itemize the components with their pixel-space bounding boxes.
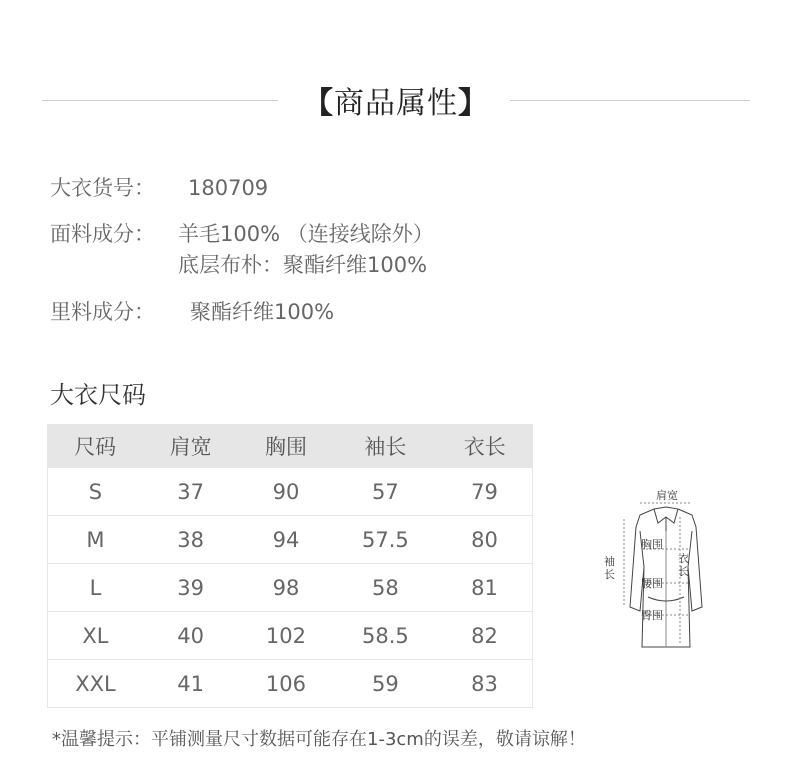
table-cell: 82: [437, 612, 532, 660]
coat-outline-icon: [600, 487, 730, 657]
table-cell: 41: [143, 660, 238, 708]
coat-measurement-diagram: [600, 487, 730, 657]
table-cell: XL: [48, 612, 143, 660]
section-header: [0, 72, 790, 128]
table-row: [48, 660, 533, 708]
table-row: [48, 468, 533, 516]
table-cell: M: [48, 516, 143, 564]
table-cell: 80: [437, 516, 532, 564]
table-cell: 106: [238, 660, 333, 708]
table-row: [48, 516, 533, 564]
table-cell: 79: [437, 468, 532, 516]
table-cell: 40: [143, 612, 238, 660]
diagram-label-chest: 胸围: [641, 538, 663, 551]
attr-label: 面料成分：: [50, 222, 155, 246]
table-cell: 37: [143, 468, 238, 516]
diagram-label-sleeve-1: 袖: [604, 555, 615, 568]
attr-fabric: [50, 218, 510, 282]
size-section-title: 大衣尺码: [50, 381, 146, 409]
table-cell: 58: [334, 564, 437, 612]
diagram-label-length-1: 衣: [678, 552, 689, 565]
attr-lining: [50, 296, 450, 328]
attr-coat-no: [50, 172, 450, 204]
table-cell: 57: [334, 468, 437, 516]
attr-value: 聚酯纤维100%: [190, 300, 335, 324]
attr-value-line1: 羊毛100% （连接线除外）: [178, 222, 434, 246]
attr-label: 里料成分：: [50, 300, 155, 324]
table-row: [48, 612, 533, 660]
table-cell: 98: [238, 564, 333, 612]
title-bracket-open: 【: [303, 86, 334, 121]
col-header-shoulder: 肩宽: [143, 425, 238, 468]
tip-note: *温馨提示：平铺测量尺寸数据可能存在1-3cm的误差，敬请谅解！: [52, 729, 586, 750]
table-cell: L: [48, 564, 143, 612]
table-cell: S: [48, 468, 143, 516]
size-table: [47, 424, 533, 708]
title-text: 商品属性: [334, 86, 458, 121]
size-table-header-row: [48, 425, 533, 468]
table-cell: 81: [437, 564, 532, 612]
title-bracket-close: 】: [458, 86, 489, 121]
table-cell: 57.5: [334, 516, 437, 564]
table-cell: XXL: [48, 660, 143, 708]
diagram-label-sleeve-2: 长: [604, 568, 615, 581]
col-header-sleeve: 袖长: [334, 425, 437, 468]
attr-value: 180709: [188, 176, 269, 200]
diagram-label-hip: 臀围: [641, 609, 663, 622]
col-header-chest: 胸围: [238, 425, 333, 468]
attr-label: 大衣货号：: [50, 176, 155, 200]
col-header-size: 尺码: [48, 425, 143, 468]
table-cell: 83: [437, 660, 532, 708]
col-header-length: 衣长: [437, 425, 532, 468]
diagram-label-waist: 腰围: [641, 577, 663, 590]
table-cell: 59: [334, 660, 437, 708]
table-cell: 90: [238, 468, 333, 516]
attr-value-line2: 底层布朴：聚酯纤维100%: [178, 253, 428, 277]
section-title: [290, 78, 502, 122]
table-row: [48, 564, 533, 612]
table-cell: 94: [238, 516, 333, 564]
header-divider-left: [42, 100, 278, 101]
header-divider-right: [510, 100, 750, 101]
diagram-label-shoulder: 肩宽: [656, 489, 678, 502]
diagram-label-length-2: 长: [678, 565, 689, 578]
table-cell: 58.5: [334, 612, 437, 660]
table-cell: 38: [143, 516, 238, 564]
table-cell: 39: [143, 564, 238, 612]
table-cell: 102: [238, 612, 333, 660]
